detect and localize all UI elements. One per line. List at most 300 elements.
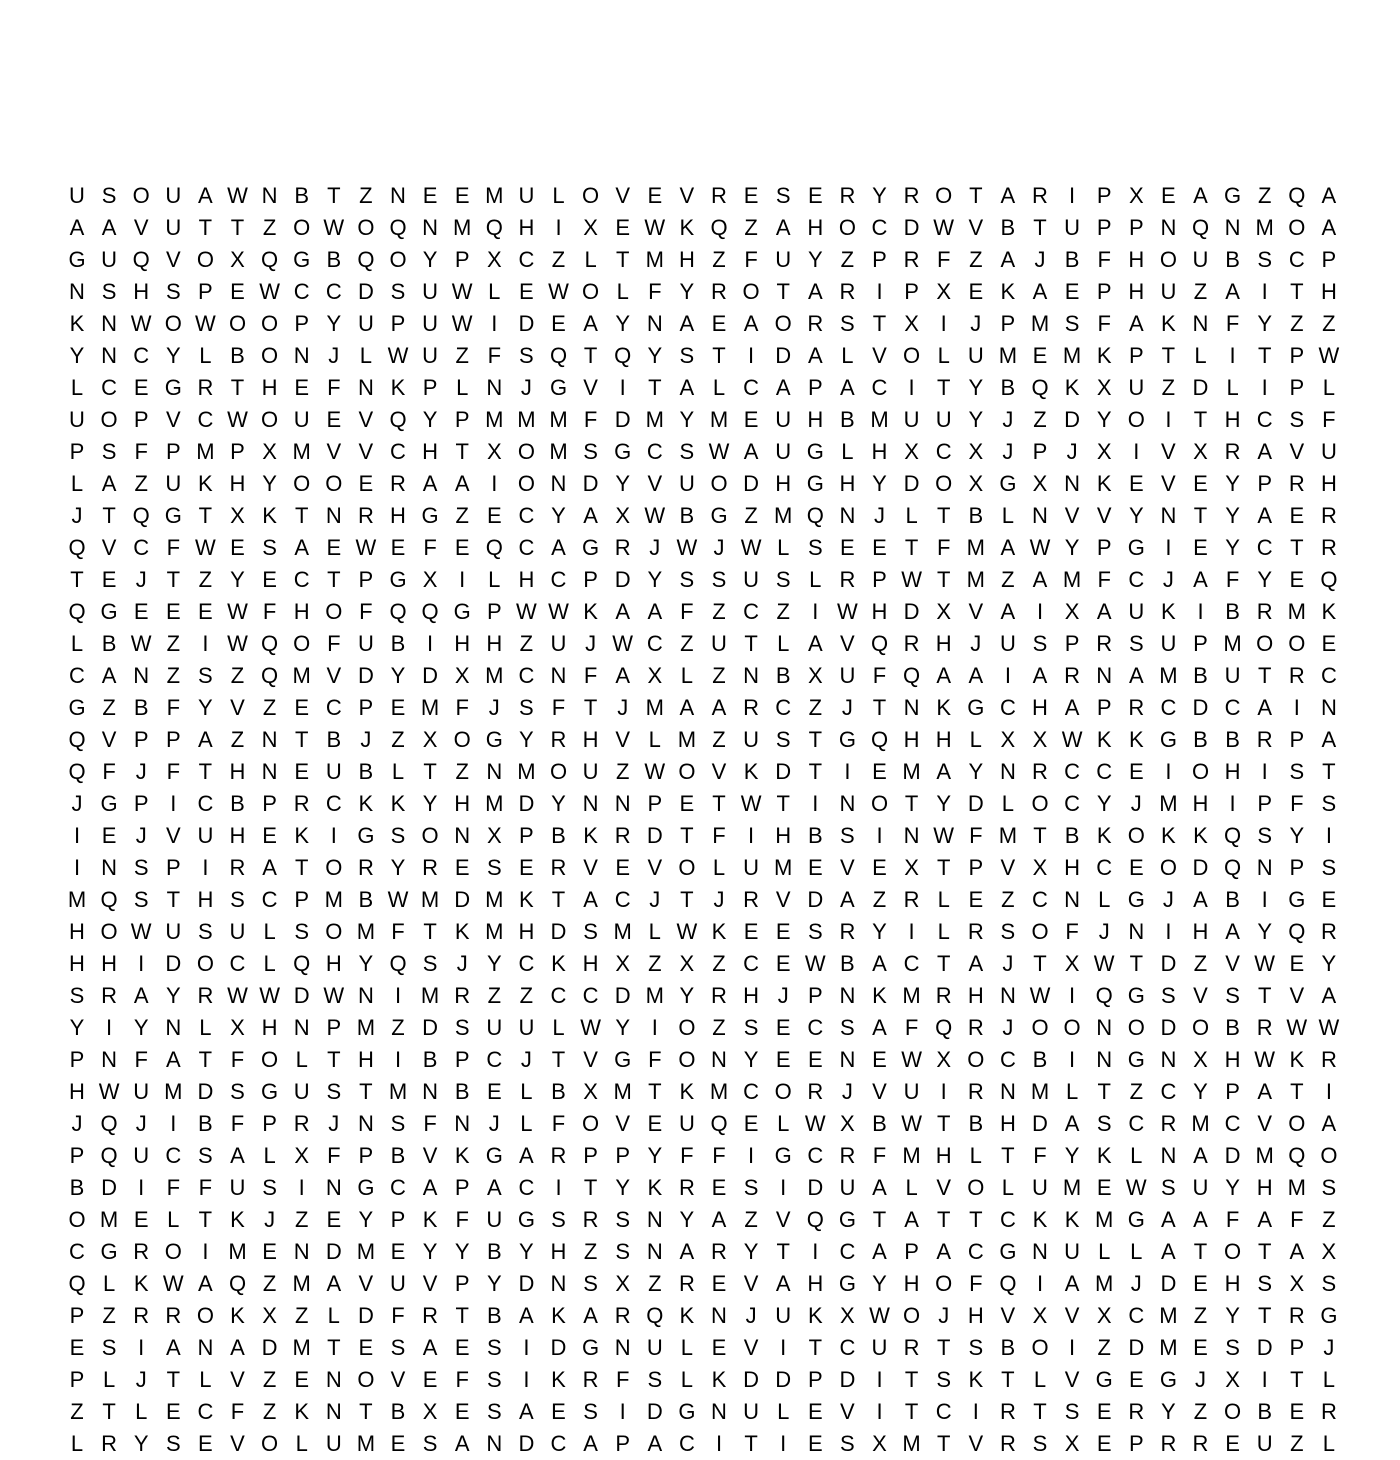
grid-letter[interactable]: A	[1000, 183, 1016, 208]
grid-letter[interactable]: N	[1160, 215, 1177, 240]
grid-letter[interactable]: P	[1257, 471, 1273, 496]
grid-letter[interactable]: N	[1320, 695, 1337, 720]
grid-letter[interactable]: X	[904, 855, 919, 880]
grid-letter[interactable]: L	[167, 1207, 180, 1232]
grid-letter[interactable]: E	[1128, 1367, 1144, 1392]
grid-letter[interactable]: C	[1128, 1303, 1145, 1328]
grid-letter[interactable]: L	[777, 1111, 790, 1136]
grid-letter[interactable]: E	[165, 599, 181, 624]
grid-letter[interactable]: J	[1162, 567, 1174, 592]
grid-letter[interactable]: S	[519, 695, 534, 720]
grid-letter[interactable]: M	[292, 439, 311, 464]
grid-letter[interactable]: W	[387, 343, 409, 368]
grid-letter[interactable]: X	[968, 439, 984, 464]
grid-letter[interactable]: E	[294, 1367, 310, 1392]
grid-letter[interactable]: A	[1064, 1271, 1080, 1296]
grid-letter[interactable]: Q	[1288, 919, 1306, 944]
grid-letter[interactable]: L	[1322, 375, 1336, 400]
grid-letter[interactable]: B	[101, 631, 117, 656]
grid-letter[interactable]: W	[1125, 1175, 1147, 1200]
grid-letter[interactable]: H	[582, 727, 599, 752]
grid-letter[interactable]: O	[164, 1239, 182, 1264]
grid-letter[interactable]: J	[713, 887, 725, 912]
grid-letter[interactable]: E	[1032, 343, 1048, 368]
grid-letter[interactable]: D	[1192, 855, 1209, 880]
grid-letter[interactable]: D	[582, 471, 599, 496]
grid-letter[interactable]: R	[1320, 1399, 1337, 1424]
grid-letter[interactable]: N	[1096, 1047, 1113, 1072]
grid-letter[interactable]: C	[678, 1431, 695, 1456]
grid-letter[interactable]: R	[839, 567, 856, 592]
grid-letter[interactable]: U	[743, 855, 760, 880]
grid-letter[interactable]: W	[451, 279, 473, 304]
grid-letter[interactable]: Y	[486, 1271, 502, 1296]
grid-letter[interactable]: N	[69, 279, 85, 304]
grid-letter[interactable]: A	[615, 599, 631, 624]
grid-letter[interactable]: E	[165, 1399, 181, 1424]
grid-letter[interactable]: M	[1095, 1271, 1114, 1296]
grid-letter[interactable]: M	[645, 695, 664, 720]
grid-letter[interactable]: Z	[712, 727, 726, 752]
grid-letter[interactable]: R	[711, 1239, 727, 1264]
grid-letter[interactable]: M	[1255, 215, 1274, 240]
grid-letter[interactable]: E	[775, 919, 791, 944]
grid-letter[interactable]: S	[486, 1335, 502, 1360]
grid-letter[interactable]: G	[838, 1207, 856, 1232]
grid-letter[interactable]: D	[165, 951, 182, 976]
grid-letter[interactable]: Y	[807, 247, 823, 272]
grid-letter[interactable]: V	[1064, 1303, 1080, 1328]
grid-letter[interactable]: D	[1256, 1335, 1273, 1360]
grid-letter[interactable]: H	[903, 1271, 920, 1296]
grid-letter[interactable]: T	[423, 919, 437, 944]
grid-letter[interactable]: O	[196, 247, 214, 272]
grid-letter[interactable]: Q	[485, 215, 503, 240]
grid-letter[interactable]: O	[774, 311, 792, 336]
grid-letter[interactable]: I	[972, 1399, 979, 1424]
grid-letter[interactable]: H	[229, 759, 246, 784]
grid-letter[interactable]: N	[1032, 503, 1048, 528]
grid-letter[interactable]: T	[808, 1335, 823, 1360]
grid-letter[interactable]: O	[357, 215, 375, 240]
grid-letter[interactable]: M	[485, 183, 504, 208]
grid-letter[interactable]: E	[1193, 1335, 1208, 1360]
grid-letter[interactable]: Y	[647, 1143, 663, 1168]
grid-letter[interactable]: L	[359, 343, 373, 368]
grid-letter[interactable]: P	[1000, 311, 1016, 336]
grid-letter[interactable]: D	[775, 343, 792, 368]
grid-letter[interactable]: S	[390, 1335, 406, 1360]
grid-letter[interactable]: N	[550, 663, 567, 688]
grid-letter[interactable]: T	[1257, 1303, 1272, 1328]
grid-letter[interactable]: G	[999, 471, 1017, 496]
grid-letter[interactable]: P	[133, 791, 149, 816]
grid-letter[interactable]: C	[582, 983, 599, 1008]
grid-letter[interactable]: P	[69, 1303, 85, 1328]
grid-letter[interactable]: F	[680, 599, 694, 624]
grid-letter[interactable]: P	[904, 279, 919, 304]
grid-letter[interactable]: V	[840, 855, 855, 880]
grid-letter[interactable]: I	[1069, 983, 1076, 1008]
grid-letter[interactable]: A	[807, 279, 823, 304]
grid-letter[interactable]: K	[1096, 343, 1112, 368]
grid-letter[interactable]: X	[615, 503, 631, 528]
grid-letter[interactable]: K	[583, 823, 598, 848]
grid-letter[interactable]: G	[614, 439, 632, 464]
grid-letter[interactable]: O	[164, 311, 182, 336]
grid-letter[interactable]: K	[1321, 599, 1337, 624]
grid-letter[interactable]: I	[876, 279, 883, 304]
grid-letter[interactable]: O	[742, 279, 760, 304]
grid-letter[interactable]: E	[358, 471, 374, 496]
grid-letter[interactable]: S	[390, 279, 406, 304]
grid-letter[interactable]: M	[1062, 567, 1082, 592]
grid-letter[interactable]: R	[1320, 503, 1337, 528]
grid-letter[interactable]: U	[1064, 215, 1081, 240]
grid-letter[interactable]: H	[1128, 279, 1145, 304]
grid-letter[interactable]: U	[839, 1175, 856, 1200]
grid-letter[interactable]: I	[73, 823, 81, 848]
grid-letter[interactable]: S	[1225, 983, 1240, 1008]
grid-letter[interactable]: T	[1322, 759, 1336, 784]
grid-letter[interactable]: L	[199, 1015, 212, 1040]
grid-letter[interactable]: A	[1064, 695, 1080, 720]
grid-letter[interactable]: C	[518, 535, 535, 560]
grid-letter[interactable]: Q	[870, 631, 889, 656]
grid-letter[interactable]: N	[101, 343, 118, 368]
grid-letter[interactable]: H	[1128, 247, 1145, 272]
grid-letter[interactable]: C	[293, 567, 310, 592]
grid-letter[interactable]: F	[359, 599, 373, 624]
grid-letter[interactable]: G	[164, 375, 182, 400]
grid-letter[interactable]: S	[775, 183, 791, 208]
grid-letter[interactable]: Y	[230, 567, 245, 592]
grid-letter[interactable]: R	[1288, 663, 1305, 688]
grid-letter[interactable]: M	[870, 407, 889, 432]
grid-letter[interactable]: H	[1224, 407, 1241, 432]
grid-letter[interactable]: H	[903, 727, 920, 752]
grid-letter[interactable]: R	[550, 855, 567, 880]
grid-letter[interactable]: U	[293, 407, 310, 432]
grid-letter[interactable]: D	[550, 919, 567, 944]
grid-letter[interactable]: K	[454, 919, 470, 944]
grid-letter[interactable]: L	[552, 1015, 565, 1040]
grid-letter[interactable]: P	[968, 855, 984, 880]
grid-letter[interactable]: S	[1064, 1399, 1080, 1424]
grid-letter[interactable]: K	[1032, 1207, 1048, 1232]
grid-letter[interactable]: O	[1320, 1143, 1338, 1168]
grid-letter[interactable]: T	[808, 759, 823, 784]
grid-letter[interactable]: G	[582, 1335, 600, 1360]
grid-letter[interactable]: P	[583, 567, 598, 592]
grid-letter[interactable]: M	[774, 503, 793, 528]
grid-letter[interactable]: D	[1160, 1271, 1177, 1296]
grid-letter[interactable]: W	[227, 983, 248, 1008]
grid-letter[interactable]: Z	[166, 663, 181, 688]
grid-letter[interactable]: C	[518, 247, 535, 272]
grid-letter[interactable]: L	[70, 471, 84, 496]
grid-letter[interactable]: V	[840, 631, 855, 656]
grid-letter[interactable]: I	[651, 1015, 658, 1040]
grid-letter[interactable]: J	[360, 727, 372, 752]
grid-letter[interactable]: G	[421, 503, 439, 528]
grid-letter[interactable]: B	[872, 1111, 887, 1136]
grid-letter[interactable]: Z	[1193, 279, 1208, 304]
grid-letter[interactable]: Q	[132, 503, 150, 528]
grid-letter[interactable]: L	[969, 1143, 982, 1168]
grid-letter[interactable]: S	[1289, 759, 1305, 784]
grid-letter[interactable]: A	[486, 1175, 502, 1200]
grid-letter[interactable]: O	[1031, 1335, 1049, 1360]
grid-letter[interactable]: N	[646, 311, 663, 336]
grid-letter[interactable]: O	[903, 343, 921, 368]
grid-letter[interactable]: H	[261, 1015, 278, 1040]
grid-letter[interactable]: B	[390, 631, 406, 656]
grid-letter[interactable]: W	[548, 599, 569, 624]
grid-letter[interactable]: V	[358, 407, 374, 432]
grid-letter[interactable]: J	[520, 1047, 532, 1072]
grid-letter[interactable]: J	[135, 823, 147, 848]
grid-letter[interactable]: T	[230, 375, 245, 400]
grid-letter[interactable]: N	[101, 311, 118, 336]
grid-letter[interactable]: D	[101, 1175, 118, 1200]
grid-letter[interactable]: H	[261, 375, 278, 400]
grid-letter[interactable]: U	[743, 567, 760, 592]
grid-letter[interactable]: A	[840, 887, 855, 912]
grid-letter[interactable]: U	[1160, 279, 1177, 304]
grid-letter[interactable]: R	[1160, 1111, 1177, 1136]
grid-letter[interactable]: T	[1161, 343, 1176, 368]
grid-letter[interactable]: Y	[679, 407, 695, 432]
grid-letter[interactable]: Z	[519, 631, 534, 656]
grid-letter[interactable]: H	[133, 279, 150, 304]
grid-letter[interactable]: K	[807, 1303, 823, 1328]
grid-letter[interactable]: E	[711, 311, 727, 336]
grid-letter[interactable]: M	[1223, 631, 1242, 656]
grid-letter[interactable]: R	[839, 279, 856, 304]
grid-letter[interactable]: M	[1287, 1175, 1306, 1200]
grid-letter[interactable]: R	[422, 855, 439, 880]
grid-letter[interactable]: V	[165, 823, 181, 848]
grid-letter[interactable]: N	[422, 215, 439, 240]
grid-letter[interactable]: L	[1001, 503, 1015, 528]
grid-letter[interactable]: H	[1192, 791, 1209, 816]
grid-letter[interactable]: O	[582, 183, 600, 208]
grid-letter[interactable]: Y	[165, 343, 181, 368]
grid-letter[interactable]: U	[775, 407, 792, 432]
grid-letter[interactable]: F	[969, 823, 983, 848]
grid-letter[interactable]: O	[1159, 247, 1177, 272]
grid-letter[interactable]: Z	[519, 983, 534, 1008]
grid-letter[interactable]: L	[263, 951, 276, 976]
grid-letter[interactable]: K	[294, 823, 310, 848]
grid-letter[interactable]: M	[420, 887, 440, 912]
grid-letter[interactable]: H	[935, 1143, 952, 1168]
grid-letter[interactable]: A	[1321, 215, 1337, 240]
grid-letter[interactable]: V	[326, 663, 342, 688]
grid-letter[interactable]: F	[1097, 311, 1111, 336]
grid-letter[interactable]: E	[711, 1271, 727, 1296]
grid-letter[interactable]: Q	[870, 727, 889, 752]
grid-letter[interactable]: L	[391, 759, 405, 784]
grid-letter[interactable]: U	[775, 439, 792, 464]
grid-letter[interactable]: I	[491, 311, 498, 336]
grid-letter[interactable]: W	[548, 279, 569, 304]
grid-letter[interactable]: F	[872, 1143, 887, 1168]
grid-letter[interactable]: P	[1289, 727, 1305, 752]
grid-letter[interactable]: K	[294, 1399, 310, 1424]
grid-letter[interactable]: S	[198, 1143, 213, 1168]
grid-letter[interactable]: J	[970, 311, 982, 336]
grid-letter[interactable]: F	[551, 1111, 566, 1136]
grid-letter[interactable]: I	[876, 823, 883, 848]
grid-letter[interactable]: V	[840, 1399, 855, 1424]
grid-letter[interactable]: Y	[615, 471, 631, 496]
grid-letter[interactable]: X	[647, 663, 663, 688]
grid-letter[interactable]: S	[807, 535, 823, 560]
grid-letter[interactable]: C	[197, 791, 214, 816]
grid-letter[interactable]: C	[550, 983, 567, 1008]
grid-letter[interactable]: O	[1031, 1015, 1049, 1040]
grid-letter[interactable]: M	[1191, 1111, 1210, 1136]
grid-letter[interactable]: S	[454, 1015, 470, 1040]
grid-letter[interactable]: P	[165, 855, 181, 880]
grid-letter[interactable]: N	[357, 983, 374, 1008]
grid-letter[interactable]: Y	[326, 311, 342, 336]
grid-letter[interactable]: Z	[391, 727, 405, 752]
grid-letter[interactable]: I	[1261, 1367, 1268, 1392]
grid-letter[interactable]: Y	[1257, 919, 1273, 944]
grid-letter[interactable]: T	[327, 567, 341, 592]
grid-letter[interactable]: X	[262, 1303, 277, 1328]
grid-letter[interactable]: R	[133, 1239, 150, 1264]
grid-letter[interactable]: F	[102, 759, 116, 784]
grid-letter[interactable]: L	[841, 343, 854, 368]
grid-letter[interactable]: E	[679, 791, 695, 816]
grid-letter[interactable]: U	[422, 279, 439, 304]
grid-letter[interactable]: O	[1031, 919, 1049, 944]
grid-letter[interactable]: V	[1096, 503, 1112, 528]
grid-letter[interactable]: R	[293, 1111, 310, 1136]
grid-letter[interactable]: L	[199, 343, 212, 368]
grid-letter[interactable]: G	[1127, 535, 1145, 560]
grid-letter[interactable]: U	[1064, 1239, 1081, 1264]
grid-letter[interactable]: O	[1224, 1239, 1242, 1264]
grid-letter[interactable]: I	[555, 215, 562, 240]
grid-letter[interactable]: G	[357, 823, 375, 848]
grid-letter[interactable]: A	[519, 1399, 534, 1424]
grid-letter[interactable]: E	[775, 1047, 791, 1072]
grid-letter[interactable]: O	[678, 855, 696, 880]
grid-letter[interactable]: B	[358, 887, 374, 912]
grid-letter[interactable]: W	[130, 631, 152, 656]
grid-letter[interactable]: M	[645, 407, 664, 432]
grid-letter[interactable]: A	[1064, 1111, 1080, 1136]
grid-letter[interactable]: U	[390, 1271, 406, 1296]
grid-letter[interactable]: Y	[422, 247, 438, 272]
grid-letter[interactable]: W	[869, 1303, 890, 1328]
grid-letter[interactable]: A	[454, 1431, 470, 1456]
grid-letter[interactable]: F	[230, 1047, 245, 1072]
grid-letter[interactable]: M	[485, 919, 504, 944]
grid-letter[interactable]: I	[812, 791, 819, 816]
grid-letter[interactable]: W	[804, 951, 826, 976]
grid-letter[interactable]: X	[1000, 727, 1016, 752]
grid-letter[interactable]: L	[712, 375, 726, 400]
grid-letter[interactable]: R	[293, 791, 310, 816]
grid-letter[interactable]: S	[743, 1175, 759, 1200]
grid-letter[interactable]: N	[1096, 1015, 1113, 1040]
grid-letter[interactable]: D	[293, 983, 310, 1008]
grid-letter[interactable]: R	[390, 471, 406, 496]
grid-letter[interactable]: L	[648, 727, 661, 752]
grid-letter[interactable]: E	[294, 375, 310, 400]
grid-letter[interactable]: Z	[1001, 887, 1015, 912]
grid-letter[interactable]: N	[1096, 663, 1113, 688]
grid-letter[interactable]: B	[454, 1079, 470, 1104]
grid-letter[interactable]: B	[1257, 1399, 1273, 1424]
grid-letter[interactable]: M	[613, 919, 632, 944]
grid-letter[interactable]: U	[518, 183, 535, 208]
grid-letter[interactable]: O	[357, 1367, 375, 1392]
grid-letter[interactable]: U	[1160, 631, 1177, 656]
grid-letter[interactable]: E	[422, 1367, 438, 1392]
grid-letter[interactable]: H	[1320, 471, 1337, 496]
grid-letter[interactable]: K	[1289, 1047, 1305, 1072]
grid-letter[interactable]: R	[1320, 919, 1337, 944]
grid-letter[interactable]: V	[1161, 471, 1176, 496]
grid-letter[interactable]: J	[617, 695, 629, 720]
grid-letter[interactable]: P	[454, 407, 470, 432]
grid-letter[interactable]: A	[743, 311, 759, 336]
grid-letter[interactable]: F	[423, 535, 437, 560]
grid-letter[interactable]: F	[391, 919, 405, 944]
grid-letter[interactable]: U	[357, 631, 374, 656]
grid-letter[interactable]: E	[486, 503, 502, 528]
grid-letter[interactable]: L	[584, 247, 597, 272]
grid-letter[interactable]: V	[583, 375, 598, 400]
grid-letter[interactable]: Y	[422, 407, 438, 432]
grid-letter[interactable]: I	[1165, 535, 1172, 560]
grid-letter[interactable]: R	[101, 983, 118, 1008]
grid-letter[interactable]: S	[1321, 1271, 1337, 1296]
grid-letter[interactable]: N	[550, 471, 567, 496]
grid-letter[interactable]: V	[968, 1431, 984, 1456]
grid-letter[interactable]: Z	[455, 759, 469, 784]
grid-letter[interactable]: J	[264, 1207, 276, 1232]
grid-letter[interactable]: H	[1032, 695, 1048, 720]
grid-letter[interactable]: X	[422, 727, 438, 752]
grid-letter[interactable]: Y	[358, 1207, 374, 1232]
grid-letter[interactable]: E	[1193, 535, 1208, 560]
grid-letter[interactable]: X	[230, 503, 245, 528]
grid-letter[interactable]: Y	[1128, 503, 1144, 528]
grid-letter[interactable]: T	[1290, 535, 1304, 560]
grid-letter[interactable]: Q	[1224, 823, 1242, 848]
grid-letter[interactable]: Z	[70, 1399, 84, 1424]
grid-letter[interactable]: S	[1000, 919, 1016, 944]
grid-letter[interactable]: K	[551, 1367, 566, 1392]
grid-letter[interactable]: D	[1032, 1111, 1048, 1136]
grid-letter[interactable]: I	[202, 631, 209, 656]
grid-letter[interactable]: M	[485, 791, 504, 816]
grid-letter[interactable]: R	[197, 983, 214, 1008]
grid-letter[interactable]: Q	[1224, 855, 1242, 880]
grid-letter[interactable]: I	[908, 919, 915, 944]
grid-letter[interactable]: S	[165, 279, 181, 304]
grid-letter[interactable]: X	[936, 599, 952, 624]
grid-letter[interactable]: T	[327, 1047, 341, 1072]
